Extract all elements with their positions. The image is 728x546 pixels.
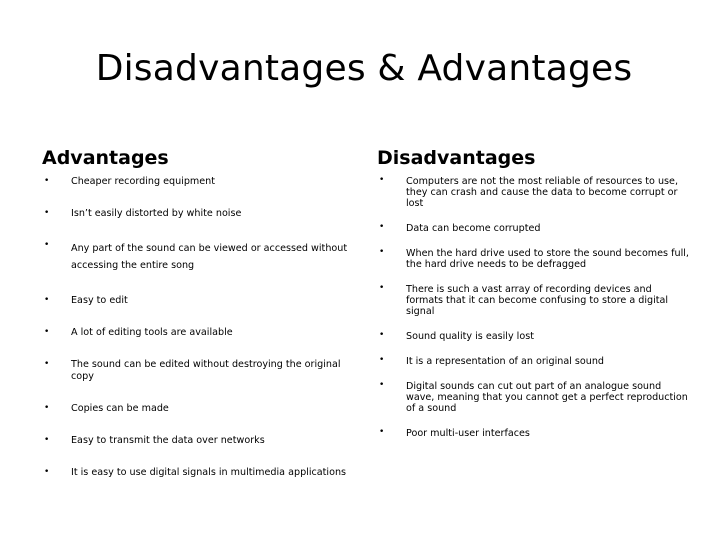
list-item: • Computers are not the most reliable of resources to use, they can crash and cause the data to become corrupt or lost [379,175,678,209]
slide-title: Disadvantages & Advantages [95,48,633,89]
list-item: • Easy to transmit the data over networks [44,435,265,446]
bullet-icon: • [44,359,50,369]
list-item: • Cheaper recording equipment [44,176,215,187]
list-item: • A lot of editing tools are available [44,327,233,338]
bullet-icon: • [379,247,385,257]
list-item: • It is easy to use digital signals in multimedia applications [44,467,347,478]
bullet-icon: • [44,240,50,250]
advantages-heading: Advantages [42,147,169,169]
bullet-icon: • [379,175,385,185]
list-item: • There is such a vast array of recording devices and formats that it can become confusing to store a digital signal [379,283,669,317]
bullet-icon: • [379,380,385,390]
list-item: • Any part of the sound can be viewed or accessed without accessing the entire song [44,240,348,271]
bullet-icon: • [44,295,50,305]
bullet-icon: • [44,327,50,337]
list-item: • Digital sounds can cut out part of an analogue sound wave, meaning that you cannot get a perfect reproduction of a sound [379,380,688,414]
advantages-list [42,176,360,479]
list-item: • Sound quality is easily lost [379,330,534,342]
disadvantages-list [377,176,689,439]
bullet-icon: • [44,208,50,218]
advantages-column [42,146,360,499]
list-item: • It is a representation of an original sound [379,355,605,367]
bullet-icon: • [44,467,50,477]
list-item: • Data can become corrupted [379,222,541,234]
bullet-icon: • [44,176,50,186]
disadvantages-column [377,146,689,453]
bullet-icon: • [379,427,385,437]
bullet-icon: • [379,355,385,365]
bullet-icon: • [379,283,385,293]
list-item: • Easy to edit [44,295,128,306]
list-item: • Copies can be made [44,403,169,414]
list-item: • Poor multi-user interfaces [379,427,530,439]
bullet-icon: • [44,403,50,413]
bullet-icon: • [44,435,50,445]
bullet-icon: • [379,222,385,232]
list-item: • The sound can be edited without destroying the original copy [44,359,341,382]
list-item: • Isn’t easily distorted by white noise [44,208,242,219]
list-item: • When the hard drive used to store the sound becomes full, the hard drive needs to be defragged [379,247,689,270]
bullet-icon: • [379,330,385,340]
disadvantages-heading: Disadvantages [377,147,536,169]
